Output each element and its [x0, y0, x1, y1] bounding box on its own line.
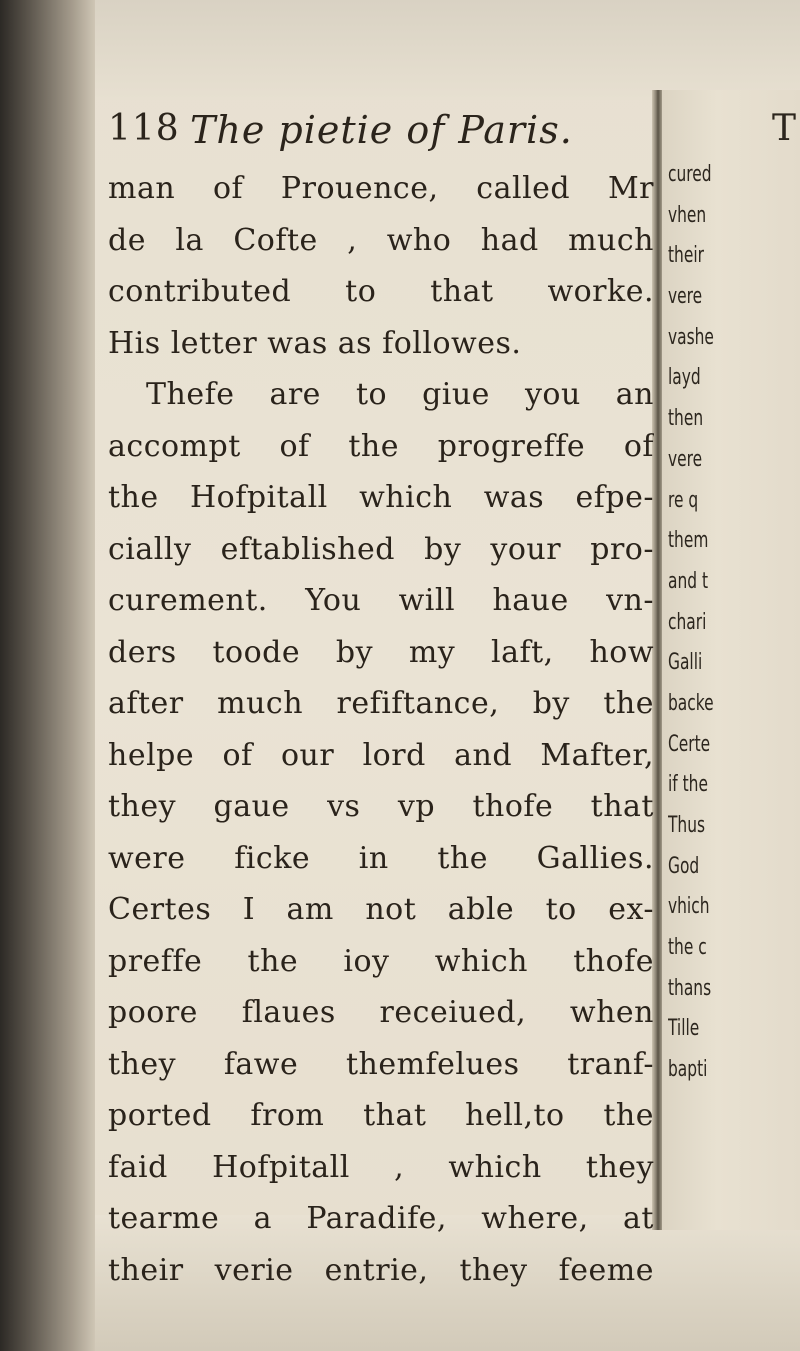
fragment-line: bapti — [668, 1057, 708, 1083]
text-line: faid Hofpitall , which they — [108, 1149, 654, 1185]
fragment-line: if the — [668, 772, 708, 798]
text-line: ders toode by my laft, how — [108, 634, 654, 670]
text-line: tearme a Paradife, where, at — [108, 1201, 654, 1236]
fragment-line: chari — [668, 609, 707, 635]
running-head: The pietie of Paris. — [190, 108, 573, 152]
fragment-line: vere — [668, 284, 703, 310]
facing-page-header-fragment: T — [772, 108, 797, 149]
text-line: the Hofpitall which was efpe- — [108, 480, 654, 515]
fragment-line: Thus — [668, 813, 706, 838]
text-line: man of Prouence, called Mr — [108, 171, 654, 206]
page-number: 118 — [108, 108, 180, 149]
fragment-line: and t — [668, 568, 709, 594]
text-line: after much refiftance, by the — [108, 686, 654, 721]
page-top-edge — [95, 0, 800, 100]
text-line: ported from that hell,to the — [108, 1098, 654, 1133]
text-line: curement. You will haue vn- — [108, 583, 654, 618]
fragment-line: Tille — [668, 1016, 700, 1042]
fragment-line: vere — [668, 446, 703, 472]
facing-page-text-fragments — [668, 155, 798, 1091]
text-line: accompt of the progreffe of — [108, 428, 654, 464]
fragment-line: vhen — [668, 202, 707, 228]
text-line: poore flaues receiued, when — [108, 995, 654, 1030]
fragment-line: backe — [668, 690, 714, 716]
text-line: de la Cofte , who had much — [108, 222, 654, 258]
text-line: Thefe are to giue you an — [146, 377, 654, 412]
fragment-line: layd — [668, 365, 701, 391]
fragment-line: Certe — [668, 731, 711, 757]
fragment-line: their — [668, 243, 704, 269]
fragment-line: vashe — [668, 324, 714, 350]
binding-gutter — [0, 0, 95, 1351]
page-body-text — [108, 163, 654, 1296]
fragment-line: them — [668, 528, 709, 554]
fragment-line: re q — [668, 487, 699, 513]
text-line: His letter was as followes. — [108, 325, 522, 361]
text-line: contributed to that worke. — [108, 274, 654, 309]
text-line: they fawe themfelues tranf- — [108, 1046, 654, 1082]
fragment-line: then — [668, 406, 704, 432]
text-line: preffe the ioy which thofe — [108, 943, 654, 979]
text-line: Certes I am not able to ex- — [108, 892, 654, 927]
fragment-line: Galli — [668, 650, 703, 676]
fragment-line: the c — [668, 935, 707, 961]
text-line: cially eftablished by your pro- — [108, 531, 654, 567]
text-line: helpe of our lord and Mafter, — [108, 737, 654, 773]
fragment-line: vhich — [668, 894, 710, 920]
fragment-line: cured — [668, 162, 712, 187]
text-line: they gaue vs vp thofe that — [108, 789, 654, 824]
fragment-line: God — [668, 853, 700, 879]
text-line: were ficke in the Gallies. — [108, 840, 654, 876]
fragment-line: thans — [668, 975, 712, 1001]
text-line: their verie entrie, they feeme — [108, 1252, 654, 1288]
page-header — [108, 108, 648, 158]
